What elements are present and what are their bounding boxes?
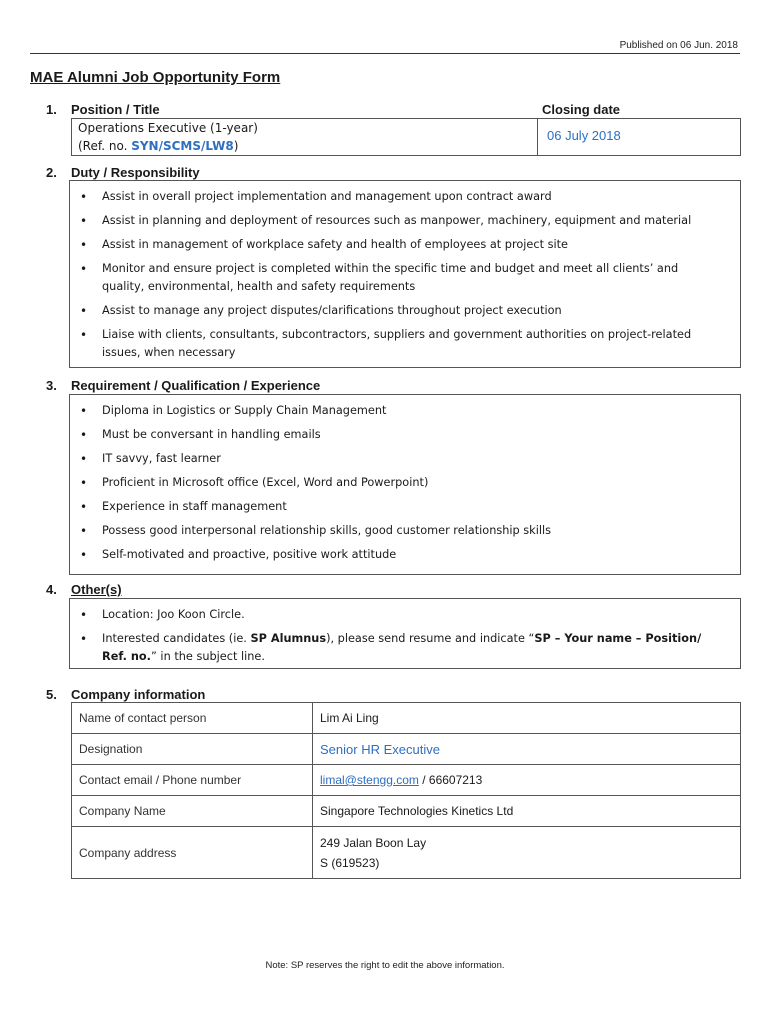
- position-box-divider: [537, 119, 538, 155]
- list-item: • Assist to manage any project disputes/clarifications throughout project execution: [80, 304, 562, 318]
- list-item: • Assist in management of workplace safety and health of employees at project site: [80, 238, 569, 252]
- list-item: • IT savvy, fast learner: [80, 452, 221, 466]
- section-heading-others: Other(s): [71, 582, 122, 597]
- email-phone-value: [313, 765, 741, 796]
- published-date: Published on 06 Jun. 2018: [619, 40, 738, 51]
- section-number: 1.: [46, 102, 57, 117]
- table-row: [72, 703, 741, 734]
- others-list: [72, 606, 712, 672]
- list-item: • Location: Joo Koon Circle.: [80, 608, 245, 622]
- list-item: • Assist in overall project implementation and management upon contract award: [80, 190, 552, 204]
- closing-date-value: 06 July 2018: [547, 128, 621, 143]
- list-item: • Possess good interpersonal relationship skills, good customer relationship skills: [80, 524, 552, 538]
- section-heading-company: Company information: [71, 687, 206, 702]
- duty-box: [69, 180, 741, 368]
- table-row: [72, 827, 741, 879]
- footer-note: Note: SP reserves the right to edit the above information.: [265, 960, 505, 971]
- address-line-1: 249 Jalan Boon Lay: [320, 835, 427, 850]
- company-name-value: Singapore Technologies Kinetics Ltd: [313, 796, 741, 827]
- address-value: [313, 827, 741, 879]
- page-title: MAE Alumni Job Opportunity Form: [30, 69, 281, 86]
- list-item: • Liaise with clients, consultants, subcontractors, suppliers and government authorities on project-related issues, when necessary: [80, 328, 692, 359]
- company-info-table: [71, 702, 741, 879]
- list-item: • Experience in staff management: [80, 500, 287, 514]
- company-name-label: Company Name: [72, 796, 313, 827]
- duty-list: [72, 188, 712, 368]
- designation-value: Senior HR Executive: [313, 734, 741, 765]
- reference-number: (Ref. no. SYN/SCMS/LW8): [78, 139, 239, 153]
- list-item: • Self-motivated and proactive, positive work attitude: [80, 548, 397, 562]
- email-label: Contact email / Phone number: [72, 765, 313, 796]
- position-title: Operations Executive (1-year): [78, 121, 258, 135]
- section-heading-duty: Duty / Responsibility: [71, 165, 200, 180]
- table-row: [72, 796, 741, 827]
- list-item: • Assist in planning and deployment of resources such as manpower, machinery, equipment and material: [80, 214, 692, 228]
- contact-label: Name of contact person: [72, 703, 313, 734]
- table-row: [72, 734, 741, 765]
- list-item: • Monitor and ensure project is completed within the specific time and budget and meet all clients’ and quality, environmental, health and safety requirements: [80, 262, 679, 293]
- list-item: • Diploma in Logistics or Supply Chain Management: [80, 404, 387, 418]
- section-number: 2.: [46, 165, 57, 180]
- section-number: 3.: [46, 378, 57, 393]
- contact-value: Lim Ai Ling: [313, 703, 741, 734]
- section-heading-position: Position / Title: [71, 102, 160, 117]
- section-number: 4.: [46, 582, 57, 597]
- address-label: Company address: [72, 827, 313, 879]
- designation-label: Designation: [72, 734, 313, 765]
- closing-date-heading: Closing date: [542, 102, 621, 117]
- email-link[interactable]: limal@stengg.com: [320, 773, 419, 787]
- list-item: • Interested candidates (ie. SP Alumnus), please send resume and indicate “SP – Your name – Position/ Ref. no.” in the subject line.: [80, 632, 702, 663]
- section-number: 5.: [46, 687, 57, 702]
- address-line-2: S (619523): [320, 855, 380, 870]
- table-row: [72, 765, 741, 796]
- list-item: • Must be conversant in handling emails: [80, 428, 321, 442]
- location-text: Location: Joo Koon Circle.: [102, 608, 245, 621]
- header-divider: [30, 53, 740, 54]
- list-item: • Proficient in Microsoft office (Excel, Word and Powerpoint): [80, 476, 429, 490]
- phone-number: / 66607213: [418, 773, 483, 787]
- others-box: [69, 598, 741, 669]
- requirement-box: [69, 394, 741, 575]
- section-heading-requirement: Requirement / Qualification / Experience: [71, 378, 321, 393]
- position-box: [71, 118, 741, 156]
- reference-code: SYN/SCMS/LW8: [131, 139, 234, 153]
- requirement-list: [72, 402, 712, 570]
